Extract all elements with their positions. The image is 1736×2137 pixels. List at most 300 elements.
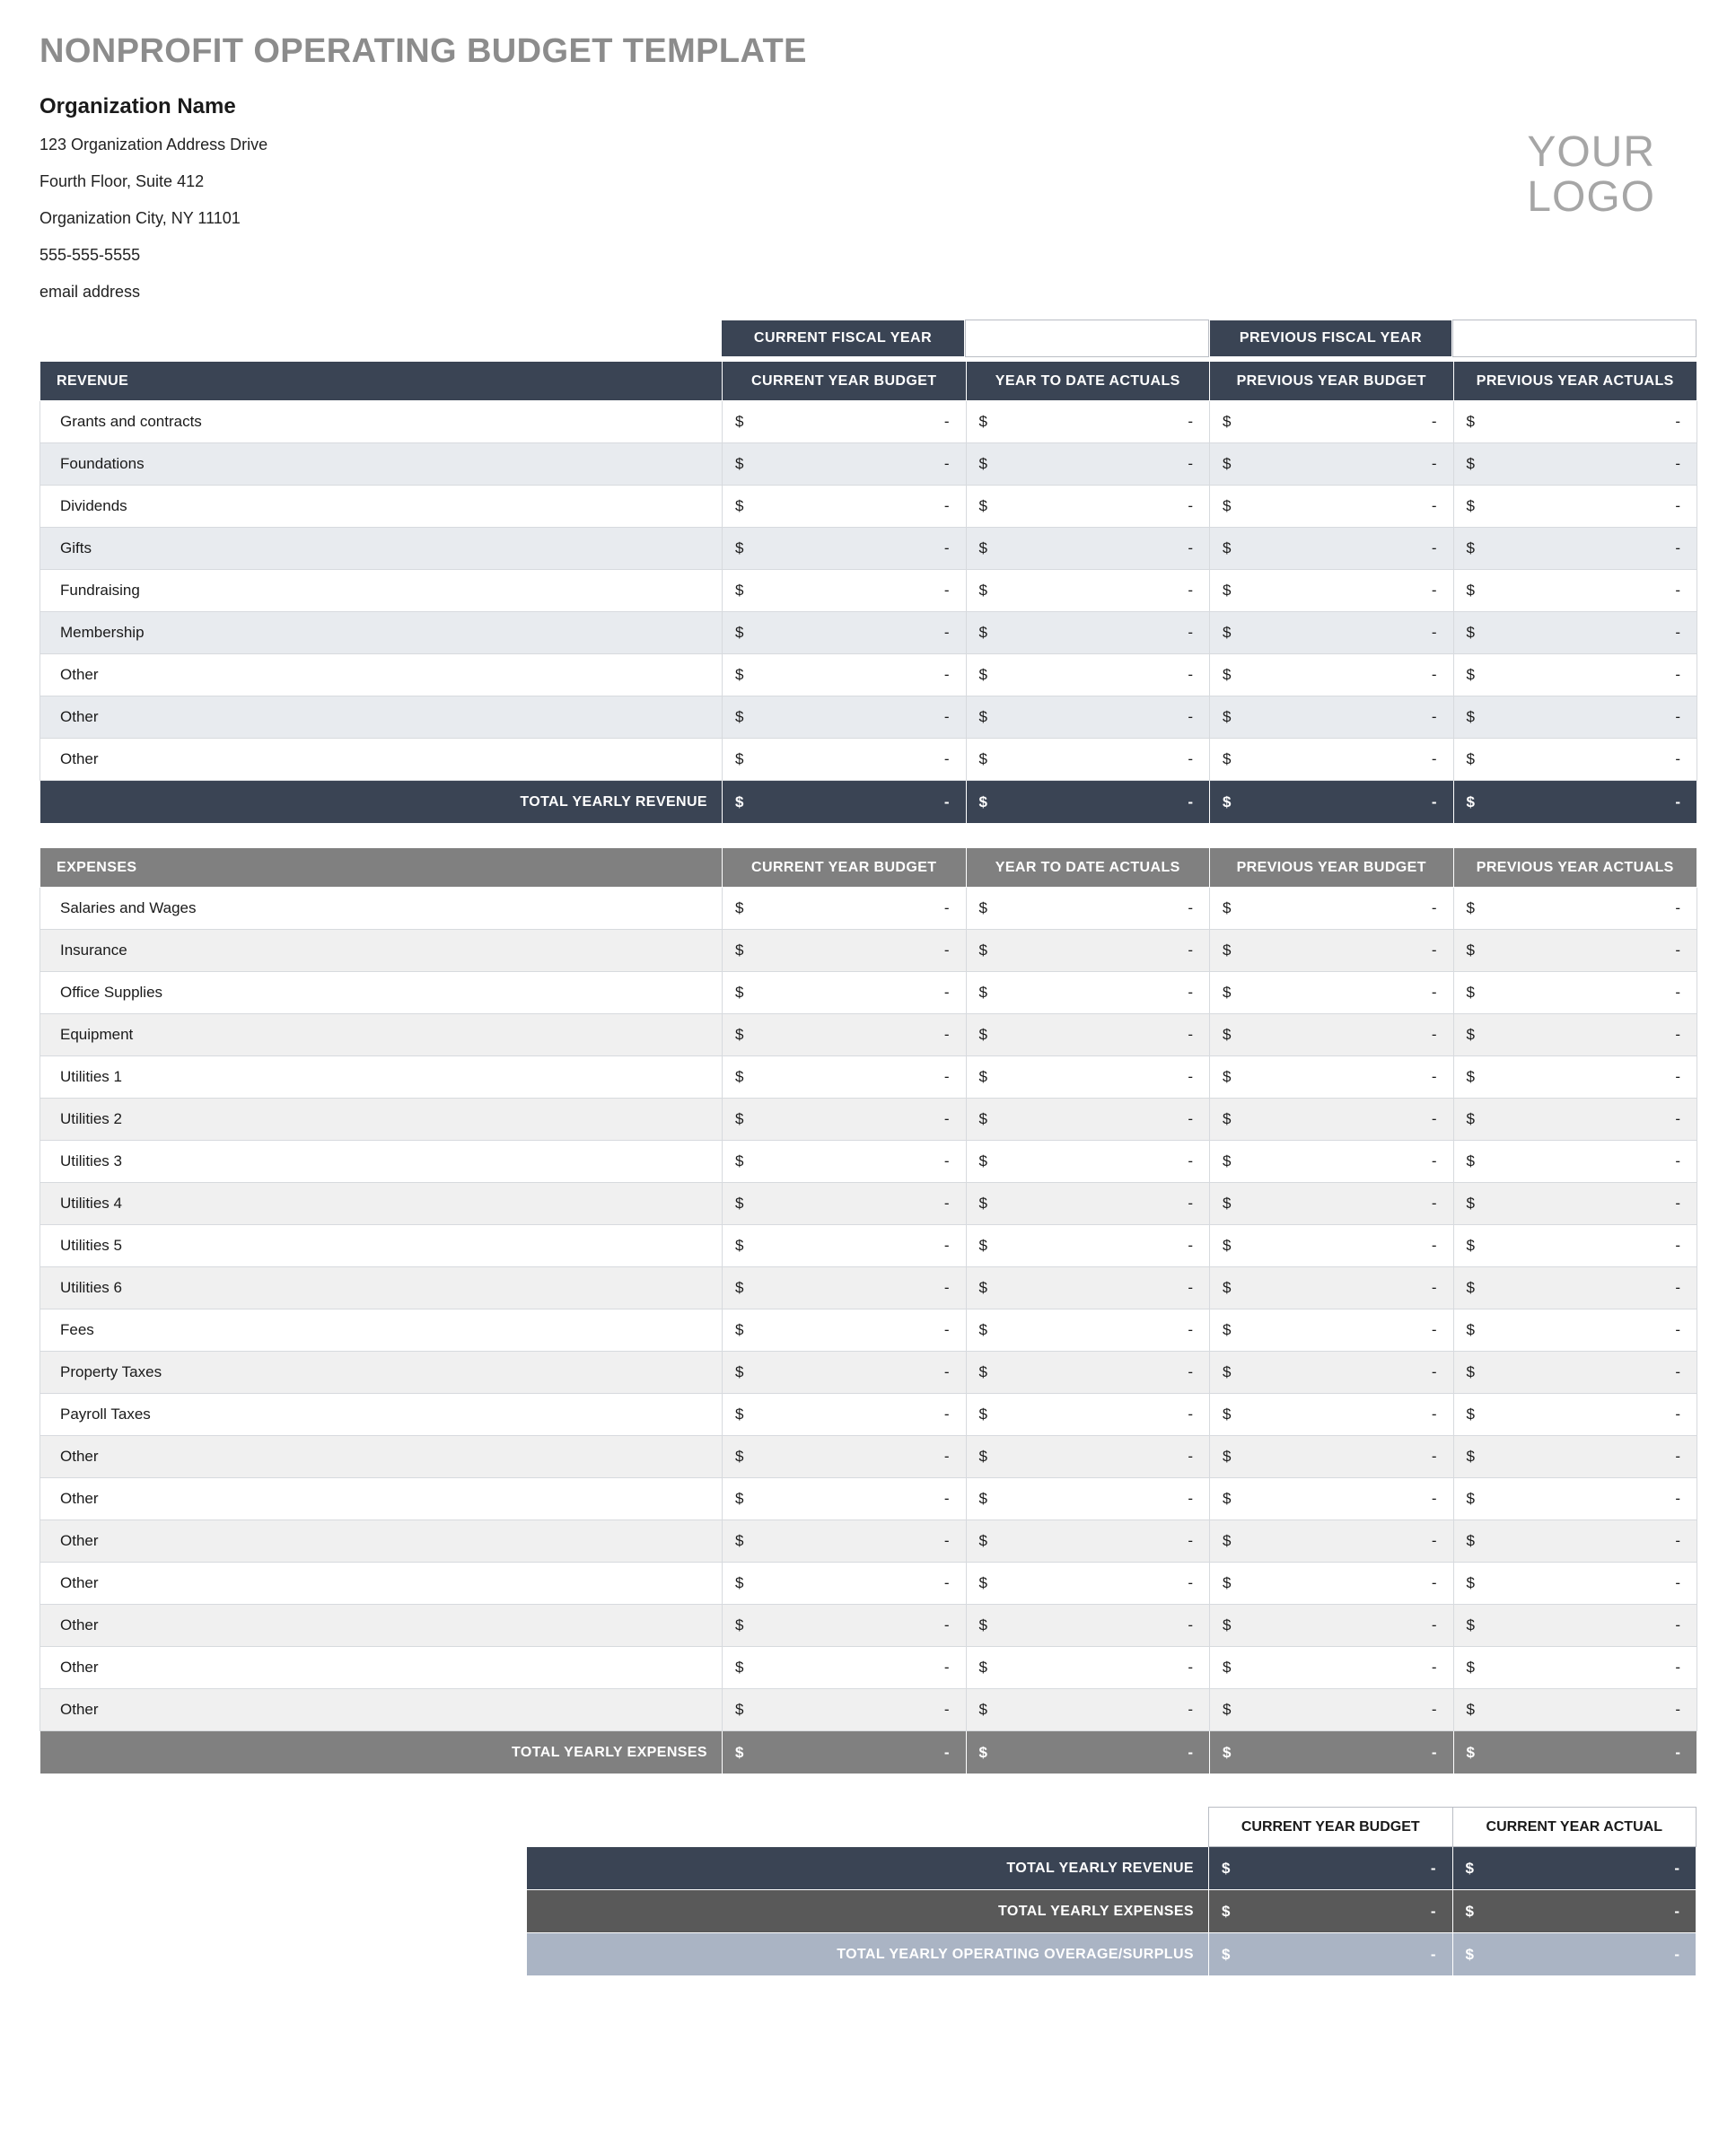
summary-operating-surplus-value-2[interactable] (1452, 1933, 1697, 1976)
cell-previous-year-budget[interactable] (1210, 1225, 1454, 1267)
currency-symbol: $ (978, 1743, 987, 1761)
cell-year-to-date-actuals[interactable] (966, 1436, 1210, 1478)
currency-symbol: $ (1223, 708, 1232, 725)
cell-previous-year-budget[interactable] (1210, 1394, 1454, 1436)
currency-symbol: $ (978, 984, 987, 1001)
currency-symbol: $ (1466, 1532, 1475, 1549)
cell-value: - (943, 413, 950, 430)
cell-year-to-date-actuals[interactable] (966, 654, 1210, 696)
row-label[interactable]: Other (40, 1647, 723, 1689)
cell-value: - (1675, 1110, 1680, 1127)
row-label[interactable]: Other (40, 1520, 723, 1563)
currency-symbol: $ (1223, 793, 1232, 810)
cell-previous-year-actuals[interactable] (1453, 1141, 1697, 1183)
row-label[interactable]: Membership (40, 612, 723, 654)
row-label[interactable]: Gifts (40, 528, 723, 570)
cell-value: - (943, 1195, 950, 1212)
cell-previous-year-actuals[interactable] (1453, 612, 1697, 654)
table-row (40, 1478, 1697, 1520)
row-label[interactable]: Other (40, 1478, 723, 1520)
cell-current-year-budget[interactable] (723, 654, 967, 696)
expenses-total-current-year-budget[interactable] (723, 1731, 967, 1774)
row-label[interactable]: Other (40, 654, 723, 696)
row-label[interactable]: Property Taxes (40, 1352, 723, 1394)
organization-address-line-2[interactable]: Fourth Floor, Suite 412 (39, 172, 205, 190)
currency-symbol: $ (1466, 750, 1475, 767)
currency-symbol: $ (1223, 899, 1232, 916)
cell-current-year-budget[interactable] (723, 486, 967, 528)
currency-symbol: $ (1223, 1659, 1232, 1676)
cell-value: - (1188, 1406, 1193, 1423)
currency-symbol: $ (978, 1068, 987, 1085)
cell-year-to-date-actuals[interactable] (966, 1520, 1210, 1563)
row-label[interactable]: Other (40, 1689, 723, 1731)
cell-value: - (1675, 455, 1680, 472)
cell-previous-year-budget[interactable] (1210, 401, 1454, 443)
cell-previous-year-actuals[interactable] (1453, 443, 1697, 486)
cell-value: - (1188, 413, 1193, 430)
cell-current-year-budget[interactable] (723, 1014, 967, 1056)
cell-current-year-budget[interactable] (723, 1478, 967, 1520)
cell-year-to-date-actuals[interactable] (966, 696, 1210, 739)
cell-value: - (1675, 497, 1680, 514)
cell-current-year-budget[interactable] (723, 1225, 967, 1267)
currency-symbol: $ (735, 539, 744, 556)
cell-previous-year-budget[interactable] (1210, 654, 1454, 696)
cell-value: - (1675, 899, 1680, 916)
cell-current-year-budget[interactable] (723, 443, 967, 486)
cell-year-to-date-actuals[interactable] (966, 1605, 1210, 1647)
cell-previous-year-budget[interactable] (1210, 612, 1454, 654)
table-row (40, 1352, 1697, 1394)
cell-value: - (1675, 1574, 1680, 1591)
currency-symbol: $ (978, 1363, 987, 1380)
row-label[interactable]: Equipment (40, 1014, 723, 1056)
cell-year-to-date-actuals[interactable] (966, 888, 1210, 930)
cell-value: - (943, 1321, 950, 1338)
cell-current-year-budget[interactable] (723, 570, 967, 612)
cell-year-to-date-actuals[interactable] (966, 1647, 1210, 1689)
currency-symbol: $ (1466, 1616, 1475, 1633)
cell-value: - (1188, 1574, 1193, 1591)
table-row (40, 1267, 1697, 1309)
cell-previous-year-actuals[interactable] (1453, 486, 1697, 528)
previous-fiscal-year-label: PREVIOUS FISCAL YEAR (1209, 320, 1453, 357)
cell-current-year-budget[interactable] (723, 1183, 967, 1225)
currency-symbol: $ (1223, 455, 1232, 472)
column-header-previous-year-actuals: PREVIOUS YEAR ACTUALS (1453, 848, 1697, 888)
revenue-total-current-year-budget[interactable] (723, 781, 967, 824)
cell-value: - (1675, 1279, 1680, 1296)
currency-symbol: $ (1222, 1902, 1231, 1920)
previous-fiscal-year-input[interactable] (1452, 320, 1697, 357)
cell-year-to-date-actuals[interactable] (966, 1352, 1210, 1394)
cell-current-year-budget[interactable] (723, 1267, 967, 1309)
row-label[interactable]: Grants and contracts (40, 401, 723, 443)
organization-email[interactable]: email address (39, 283, 141, 301)
currency-symbol: $ (1223, 1448, 1232, 1465)
row-label[interactable]: Utilities 1 (40, 1056, 723, 1099)
cell-previous-year-budget[interactable] (1210, 1309, 1454, 1352)
currency-symbol: $ (978, 1279, 987, 1296)
cell-previous-year-actuals[interactable] (1453, 930, 1697, 972)
cell-value: - (1431, 1448, 1437, 1465)
cell-year-to-date-actuals[interactable] (966, 1478, 1210, 1520)
cell-value: - (943, 624, 950, 641)
cell-year-to-date-actuals[interactable] (966, 739, 1210, 781)
cell-year-to-date-actuals[interactable] (966, 1225, 1210, 1267)
currency-symbol: $ (1223, 1363, 1232, 1380)
logo-line-1: YOUR (1527, 128, 1655, 176)
cell-year-to-date-actuals[interactable] (966, 1267, 1210, 1309)
currency-symbol: $ (1466, 1110, 1475, 1127)
cell-value: - (1188, 1448, 1193, 1465)
cell-previous-year-actuals[interactable] (1453, 1352, 1697, 1394)
row-label[interactable]: Other (40, 1563, 723, 1605)
cell-current-year-budget[interactable] (723, 1436, 967, 1478)
page-title: NONPROFIT OPERATING BUDGET TEMPLATE (39, 32, 807, 70)
cell-previous-year-budget[interactable] (1210, 528, 1454, 570)
row-label[interactable]: Office Supplies (40, 972, 723, 1014)
cell-value: - (943, 1616, 950, 1633)
summary-operating-surplus-value-1[interactable] (1209, 1933, 1453, 1976)
table-row (40, 443, 1697, 486)
cell-current-year-budget[interactable] (723, 612, 967, 654)
cell-previous-year-actuals[interactable] (1453, 1056, 1697, 1099)
cell-previous-year-actuals[interactable] (1453, 528, 1697, 570)
cell-current-year-budget[interactable] (723, 1056, 967, 1099)
summary-total-revenue-value-1[interactable] (1209, 1847, 1453, 1890)
cell-current-year-budget[interactable] (723, 1352, 967, 1394)
cell-previous-year-actuals[interactable] (1453, 401, 1697, 443)
cell-value: - (1431, 1532, 1437, 1549)
cell-previous-year-budget[interactable] (1210, 486, 1454, 528)
cell-value: - (1430, 1945, 1436, 1963)
row-label[interactable]: Other (40, 1436, 723, 1478)
summary-total-revenue-value-2[interactable] (1452, 1847, 1697, 1890)
row-label[interactable]: Other (40, 739, 723, 781)
currency-symbol: $ (1223, 942, 1232, 959)
revenue-table (39, 361, 1697, 824)
cell-previous-year-actuals[interactable] (1453, 1014, 1697, 1056)
row-label[interactable]: Fundraising (40, 570, 723, 612)
cell-previous-year-actuals[interactable] (1453, 1267, 1697, 1309)
cell-year-to-date-actuals[interactable] (966, 1394, 1210, 1436)
cell-value: - (943, 1448, 950, 1465)
currency-symbol: $ (1223, 750, 1232, 767)
cell-previous-year-actuals[interactable] (1453, 696, 1697, 739)
cell-value: - (1431, 1237, 1437, 1254)
cell-value: - (1675, 1659, 1680, 1676)
cell-value: - (1431, 624, 1437, 641)
cell-previous-year-budget[interactable] (1210, 888, 1454, 930)
cell-value: - (1431, 1616, 1437, 1633)
cell-current-year-budget[interactable] (723, 1309, 967, 1352)
table-row (40, 486, 1697, 528)
cell-previous-year-budget[interactable] (1210, 739, 1454, 781)
summary-total-expenses-value-1[interactable] (1209, 1890, 1453, 1933)
cell-value: - (1431, 539, 1437, 556)
cell-year-to-date-actuals[interactable] (966, 1056, 1210, 1099)
cell-value: - (1675, 1490, 1680, 1507)
summary-operating-surplus-row (527, 1933, 1697, 1976)
cell-value: - (1431, 455, 1437, 472)
cell-value: - (1675, 793, 1680, 810)
cell-previous-year-budget[interactable] (1210, 1014, 1454, 1056)
row-label[interactable]: Utilities 4 (40, 1183, 723, 1225)
cell-previous-year-budget[interactable] (1210, 570, 1454, 612)
cell-value: - (943, 1237, 950, 1254)
cell-year-to-date-actuals[interactable] (966, 1183, 1210, 1225)
cell-year-to-date-actuals[interactable] (966, 570, 1210, 612)
revenue-total-previous-year-actuals[interactable] (1453, 781, 1697, 824)
currency-symbol: $ (978, 1152, 987, 1169)
revenue-total-year-to-date-actuals[interactable] (966, 781, 1210, 824)
currency-symbol: $ (978, 624, 987, 641)
cell-previous-year-actuals[interactable] (1453, 888, 1697, 930)
cell-previous-year-budget[interactable] (1210, 1183, 1454, 1225)
currency-symbol: $ (1466, 1026, 1475, 1043)
cell-value: - (1188, 1532, 1193, 1549)
currency-symbol: $ (735, 1195, 744, 1212)
cell-previous-year-budget[interactable] (1210, 1436, 1454, 1478)
row-label[interactable]: Utilities 5 (40, 1225, 723, 1267)
cell-current-year-budget[interactable] (723, 1647, 967, 1689)
currency-symbol: $ (1223, 1532, 1232, 1549)
cell-value: - (1188, 1279, 1193, 1296)
currency-symbol: $ (1466, 1237, 1475, 1254)
expenses-total-year-to-date-actuals[interactable] (966, 1731, 1210, 1774)
organization-address-line-1[interactable]: 123 Organization Address Drive (39, 136, 268, 153)
cell-previous-year-budget[interactable] (1210, 1099, 1454, 1141)
cell-year-to-date-actuals[interactable] (966, 1099, 1210, 1141)
currency-symbol: $ (978, 1490, 987, 1507)
cell-previous-year-actuals[interactable] (1453, 1225, 1697, 1267)
logo-line-2: LOGO (1527, 173, 1655, 222)
cell-value: - (1188, 1152, 1193, 1169)
currency-symbol: $ (1223, 1406, 1232, 1423)
currency-symbol: $ (1465, 1902, 1474, 1920)
cell-current-year-budget[interactable] (723, 930, 967, 972)
cell-previous-year-budget[interactable] (1210, 972, 1454, 1014)
cell-value: - (1675, 1743, 1680, 1761)
cell-previous-year-budget[interactable] (1210, 1267, 1454, 1309)
current-fiscal-year-input[interactable] (965, 320, 1209, 357)
cell-value: - (1188, 708, 1193, 725)
cell-previous-year-actuals[interactable] (1453, 570, 1697, 612)
cell-current-year-budget[interactable] (723, 1520, 967, 1563)
cell-value: - (1188, 1701, 1193, 1718)
cell-value: - (1674, 1859, 1679, 1877)
currency-symbol: $ (978, 1532, 987, 1549)
row-label[interactable]: Utilities 6 (40, 1267, 723, 1309)
cell-year-to-date-actuals[interactable] (966, 443, 1210, 486)
cell-previous-year-actuals[interactable] (1453, 1183, 1697, 1225)
currency-symbol: $ (978, 666, 987, 683)
currency-symbol: $ (735, 899, 744, 916)
currency-symbol: $ (1466, 1152, 1475, 1169)
currency-symbol: $ (978, 1406, 987, 1423)
cell-current-year-budget[interactable] (723, 1689, 967, 1731)
row-label[interactable]: Fees (40, 1309, 723, 1352)
currency-symbol: $ (735, 1532, 744, 1549)
column-header-year-to-date-actuals: YEAR TO DATE ACTUALS (966, 362, 1210, 401)
summary-total-expenses-value-2[interactable] (1452, 1890, 1697, 1933)
currency-symbol: $ (978, 750, 987, 767)
cell-value: - (1675, 1532, 1680, 1549)
currency-symbol: $ (1223, 1195, 1232, 1212)
cell-previous-year-actuals[interactable] (1453, 1647, 1697, 1689)
cell-current-year-budget[interactable] (723, 1141, 967, 1183)
cell-value: - (943, 1532, 950, 1549)
cell-value: - (943, 666, 950, 683)
row-label[interactable]: Payroll Taxes (40, 1394, 723, 1436)
row-label[interactable]: Foundations (40, 443, 723, 486)
currency-symbol: $ (735, 1068, 744, 1085)
cell-value: - (1188, 793, 1193, 810)
currency-symbol: $ (1223, 1152, 1232, 1169)
cell-previous-year-budget[interactable] (1210, 443, 1454, 486)
organization-name[interactable]: Organization Name (39, 94, 236, 118)
cell-year-to-date-actuals[interactable] (966, 1141, 1210, 1183)
cell-value: - (1431, 413, 1437, 430)
cell-previous-year-budget[interactable] (1210, 1563, 1454, 1605)
cell-value: - (943, 793, 950, 810)
expenses-total-previous-year-actuals[interactable] (1453, 1731, 1697, 1774)
currency-symbol: $ (1466, 1490, 1475, 1507)
cell-current-year-budget[interactable] (723, 401, 967, 443)
summary-section (39, 1807, 1697, 1976)
cell-previous-year-actuals[interactable] (1453, 1099, 1697, 1141)
cell-year-to-date-actuals[interactable] (966, 972, 1210, 1014)
cell-current-year-budget[interactable] (723, 1563, 967, 1605)
cell-value: - (1675, 942, 1680, 959)
currency-symbol: $ (735, 1406, 744, 1423)
cell-previous-year-budget[interactable] (1210, 1056, 1454, 1099)
currency-symbol: $ (735, 455, 744, 472)
cell-previous-year-actuals[interactable] (1453, 1478, 1697, 1520)
row-label[interactable]: Other (40, 696, 723, 739)
cell-year-to-date-actuals[interactable] (966, 401, 1210, 443)
cell-previous-year-actuals[interactable] (1453, 1689, 1697, 1731)
cell-current-year-budget[interactable] (723, 1605, 967, 1647)
cell-previous-year-actuals[interactable] (1453, 972, 1697, 1014)
cell-previous-year-budget[interactable] (1210, 1478, 1454, 1520)
row-label[interactable]: Utilities 2 (40, 1099, 723, 1141)
organization-phone[interactable]: 555-555-5555 (39, 246, 141, 264)
currency-symbol: $ (978, 1026, 987, 1043)
cell-previous-year-budget[interactable] (1210, 1605, 1454, 1647)
summary-column-header-2: CURRENT YEAR ACTUAL (1452, 1808, 1697, 1847)
revenue-total-previous-year-budget[interactable] (1210, 781, 1454, 824)
currency-symbol: $ (1223, 1237, 1232, 1254)
cell-previous-year-budget[interactable] (1210, 1647, 1454, 1689)
expenses-total-previous-year-budget[interactable] (1210, 1731, 1454, 1774)
organization-address-line-3[interactable]: Organization City, NY 11101 (39, 209, 241, 227)
cell-current-year-budget[interactable] (723, 696, 967, 739)
cell-previous-year-budget[interactable] (1210, 696, 1454, 739)
cell-previous-year-actuals[interactable] (1453, 1394, 1697, 1436)
cell-year-to-date-actuals[interactable] (966, 612, 1210, 654)
cell-year-to-date-actuals[interactable] (966, 1689, 1210, 1731)
row-label[interactable]: Salaries and Wages (40, 888, 723, 930)
table-row (40, 612, 1697, 654)
currency-symbol: $ (1466, 539, 1475, 556)
cell-value: - (943, 899, 950, 916)
row-label[interactable]: Utilities 3 (40, 1141, 723, 1183)
currency-symbol: $ (735, 1279, 744, 1296)
cell-value: - (1431, 1743, 1437, 1761)
table-row (40, 1309, 1697, 1352)
cell-year-to-date-actuals[interactable] (966, 486, 1210, 528)
cell-value: - (1431, 793, 1437, 810)
cell-year-to-date-actuals[interactable] (966, 528, 1210, 570)
table-row (40, 1520, 1697, 1563)
summary-header-spacer (527, 1808, 1209, 1847)
currency-symbol: $ (1466, 708, 1475, 725)
summary-operating-surplus-label: TOTAL YEARLY OPERATING OVERAGE/SURPLUS (527, 1933, 1209, 1976)
cell-current-year-budget[interactable] (723, 739, 967, 781)
cell-year-to-date-actuals[interactable] (966, 1014, 1210, 1056)
currency-symbol: $ (735, 1659, 744, 1676)
cell-value: - (943, 1490, 950, 1507)
currency-symbol: $ (978, 1321, 987, 1338)
cell-previous-year-actuals[interactable] (1453, 1605, 1697, 1647)
cell-year-to-date-actuals[interactable] (966, 1309, 1210, 1352)
cell-current-year-budget[interactable] (723, 972, 967, 1014)
cell-value: - (943, 1363, 950, 1380)
cell-previous-year-budget[interactable] (1210, 1689, 1454, 1731)
currency-symbol: $ (735, 793, 744, 810)
cell-previous-year-actuals[interactable] (1453, 1309, 1697, 1352)
cell-year-to-date-actuals[interactable] (966, 930, 1210, 972)
cell-current-year-budget[interactable] (723, 528, 967, 570)
currency-symbol: $ (735, 984, 744, 1001)
cell-previous-year-budget[interactable] (1210, 930, 1454, 972)
currency-symbol: $ (978, 1110, 987, 1127)
cell-previous-year-actuals[interactable] (1453, 739, 1697, 781)
table-row (40, 401, 1697, 443)
cell-current-year-budget[interactable] (723, 888, 967, 930)
cell-value: - (943, 1574, 950, 1591)
table-row (40, 1056, 1697, 1099)
row-label[interactable]: Other (40, 1605, 723, 1647)
cell-value: - (1431, 1068, 1437, 1085)
row-label[interactable]: Dividends (40, 486, 723, 528)
currency-symbol: $ (1223, 624, 1232, 641)
column-header-current-year-budget: CURRENT YEAR BUDGET (723, 362, 967, 401)
expenses-table (39, 847, 1697, 1774)
cell-value: - (1431, 1321, 1437, 1338)
cell-previous-year-budget[interactable] (1210, 1141, 1454, 1183)
cell-previous-year-actuals[interactable] (1453, 1436, 1697, 1478)
cell-previous-year-actuals[interactable] (1453, 1563, 1697, 1605)
cell-current-year-budget[interactable] (723, 1394, 967, 1436)
cell-previous-year-budget[interactable] (1210, 1520, 1454, 1563)
cell-value: - (1188, 984, 1193, 1001)
currency-symbol: $ (1223, 497, 1232, 514)
revenue-header-row (40, 362, 1697, 401)
cell-previous-year-actuals[interactable] (1453, 1520, 1697, 1563)
cell-value: - (1431, 1490, 1437, 1507)
cell-previous-year-actuals[interactable] (1453, 654, 1697, 696)
cell-previous-year-budget[interactable] (1210, 1352, 1454, 1394)
cell-value: - (1431, 1659, 1437, 1676)
cell-year-to-date-actuals[interactable] (966, 1563, 1210, 1605)
cell-current-year-budget[interactable] (723, 1099, 967, 1141)
cell-value: - (1675, 1152, 1680, 1169)
row-label[interactable]: Insurance (40, 930, 723, 972)
